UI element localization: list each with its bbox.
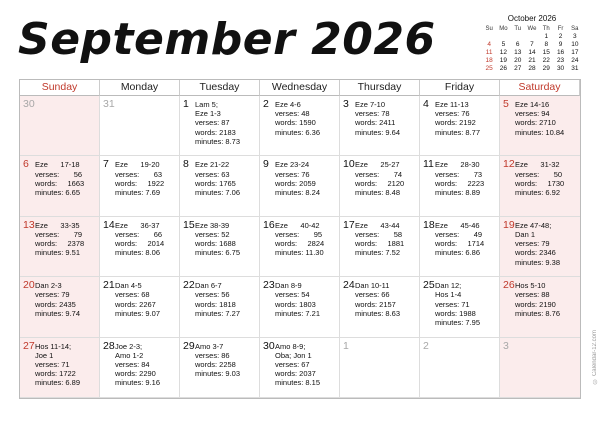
reading-plan-entry: Dan 2-3 verses: 79 words: 2435 minutes: 9.74: [35, 281, 81, 318]
day-number: 14: [103, 218, 115, 231]
mini-weekday-header: Th: [542, 26, 550, 32]
reading-plan-entry: Eze 11-13 verses: 76 words: 2192 minutes: 8.77: [435, 100, 481, 137]
day-cell[interactable]: [500, 156, 580, 216]
day-number: 21: [103, 279, 115, 292]
day-number: 29: [183, 339, 195, 352]
day-number: 15: [183, 218, 195, 231]
weekday-header-friday: Friday: [420, 80, 500, 96]
reading-plan-entry: Joe 2-3; Amo 1-2 verses: 84 words: 2290 minutes: 9.16: [115, 341, 161, 388]
reading-plan-entry: Amo 3-7 verses: 86 words: 2258 minutes: 9.03: [195, 341, 241, 379]
mini-day: 10: [571, 41, 579, 48]
reading-plan-entry: Eze 45-46 verses: 49 words: 1714 minutes: 6.86: [435, 220, 485, 258]
day-number: 5: [503, 98, 509, 110]
reading-plan-entry: Eze 40-42 verses: 95 words: 2824 minutes: 11.30: [275, 220, 325, 258]
day-number: 19: [503, 218, 515, 231]
day-cell[interactable]: [260, 277, 340, 337]
day-cell[interactable]: [420, 338, 500, 398]
mini-day: 9: [558, 41, 563, 48]
day-cell[interactable]: [100, 96, 180, 156]
day-cell[interactable]: [100, 277, 180, 337]
reading-plan-entry: Dan 8-9 verses: 54 words: 1803 minutes: 7.21: [275, 281, 321, 318]
day-cell[interactable]: [500, 217, 580, 277]
day-number: 10: [343, 158, 355, 171]
month-grid: [19, 79, 581, 399]
day-number: 24: [343, 279, 355, 292]
reading-plan-entry: Eze 19-20 verses: 63 words: 1922 minutes: 7.69: [115, 160, 165, 197]
mini-day: 1: [544, 33, 549, 40]
day-cell[interactable]: [340, 156, 420, 216]
day-number: 3: [503, 339, 509, 352]
mini-day: 8: [544, 41, 549, 48]
day-number: 7: [103, 158, 109, 171]
day-cell[interactable]: [100, 338, 180, 398]
mini-day: 3: [573, 33, 577, 40]
day-cell[interactable]: [100, 156, 180, 216]
day-number: 8: [183, 158, 189, 171]
day-number: 17: [343, 218, 355, 231]
reading-plan-entry: Eze 43-44 verses: 58 words: 1881 minutes: 7.52: [355, 220, 405, 258]
day-number: 28: [103, 339, 115, 352]
day-number: 2: [423, 339, 429, 352]
weekday-header-saturday: Saturday: [500, 80, 580, 96]
mini-day: 28: [528, 65, 536, 72]
day-cell[interactable]: [260, 96, 340, 156]
reading-plan-entry: Hos 5-10 verses: 88 words: 2190 minutes: 8.76: [515, 281, 561, 318]
day-number: 11: [423, 158, 434, 171]
mini-weekday-header: Su: [485, 26, 493, 32]
mini-day: 21: [528, 57, 536, 64]
day-number: 9: [263, 158, 269, 171]
day-number: 20: [23, 279, 35, 292]
day-cell[interactable]: [20, 217, 100, 277]
mini-day: 6: [515, 41, 520, 48]
mini-day: [482, 33, 496, 41]
day-number: 1: [183, 98, 189, 110]
day-cell[interactable]: [420, 96, 500, 156]
day-cell[interactable]: [20, 338, 100, 398]
reading-plan-entry: Hos 11-14; Joe 1 verses: 71 words: 1722 minutes: 6.89: [35, 341, 81, 388]
reading-plan-entry: Eze 47-48; Dan 1 verses: 79 words: 2346 minutes: 9.38: [515, 220, 561, 267]
reading-plan-entry: Dan 12; Hos 1-4 verses: 71 words: 1988 minutes: 7.95: [435, 281, 481, 327]
mini-day: [511, 33, 525, 41]
mini-day: 30: [556, 65, 565, 72]
mini-calendar-grid: [482, 25, 582, 73]
day-number: 6: [23, 158, 29, 171]
day-number: 12: [503, 158, 515, 171]
reading-plan-entry: Amo 8-9; Oba; Jon 1 verses: 67 words: 2037 minutes: 8.15: [275, 341, 321, 388]
day-cell[interactable]: [420, 277, 500, 337]
weekday-header-sunday: Sunday: [20, 80, 100, 96]
day-cell[interactable]: [500, 96, 580, 156]
day-number: 26: [503, 279, 515, 292]
mini-day: 4: [487, 41, 491, 48]
mini-day: 18: [485, 57, 493, 64]
credit-text: © Calendar-12.com: [592, 330, 598, 384]
weekday-header-wednesday: Wednesday: [260, 80, 340, 96]
mini-day: 13: [514, 49, 522, 56]
mini-day: 16: [556, 49, 565, 56]
reading-plan-entry: Eze 38-39 verses: 52 words: 1688 minutes: 6.75: [195, 220, 241, 258]
reading-plan-entry: Dan 10-11 verses: 66 words: 2157 minutes: 8.63: [355, 281, 401, 318]
reading-plan-entry: Eze 33-35 verses: 79 words: 2378 minutes: 9.51: [35, 220, 85, 258]
day-number: 4: [423, 98, 429, 110]
mini-day: 5: [501, 41, 506, 48]
day-cell[interactable]: [260, 338, 340, 398]
day-number: 22: [183, 279, 195, 292]
day-cell[interactable]: [180, 338, 260, 398]
day-cell[interactable]: [340, 96, 420, 156]
mini-day: 22: [542, 57, 550, 64]
reading-plan-entry: Dan 4-5 verses: 68 words: 2267 minutes: 9.07: [115, 281, 161, 318]
reading-plan-entry: Eze 36-37 verses: 66 words: 2014 minutes: 8.06: [115, 220, 165, 258]
weekday-header-tuesday: Tuesday: [180, 80, 260, 96]
mini-weekday-header: Tu: [514, 26, 522, 32]
mini-day: 24: [571, 57, 579, 64]
day-number: 23: [263, 279, 275, 292]
reading-plan-entry: Eze 23-24 verses: 76 words: 2059 minutes: 8.24: [275, 160, 321, 197]
day-cell[interactable]: [180, 156, 260, 216]
reading-plan-entry: Eze 28-30 verses: 73 words: 2223 minutes: 8.89: [435, 160, 485, 197]
mini-weekday-header: We: [527, 26, 537, 32]
day-cell[interactable]: [260, 156, 340, 216]
day-cell[interactable]: [340, 277, 420, 337]
day-cell[interactable]: [20, 277, 100, 337]
mini-day: 20: [514, 57, 522, 64]
day-number: 16: [263, 218, 275, 231]
day-cell[interactable]: [420, 156, 500, 216]
mini-weekday-header: Mo: [499, 26, 508, 32]
day-cell[interactable]: [340, 217, 420, 277]
reading-plan-entry: Eze 17-18 verses: 56 words: 1663 minutes: 6.65: [35, 160, 85, 197]
day-number: 3: [343, 98, 349, 110]
mini-day: 11: [485, 49, 493, 56]
day-number: 30: [263, 339, 275, 352]
reading-plan-entry: Lam 5; Eze 1-3 verses: 87 words: 2183 minutes: 8.73: [195, 100, 241, 146]
reading-plan-entry: Eze 31-32 verses: 50 words: 1730 minutes: 6.92: [515, 160, 565, 197]
reading-plan-entry: Dan 6-7 verses: 56 words: 1818 minutes: 7.27: [195, 281, 241, 318]
reading-plan-entry: Eze 25-27 verses: 74 words: 2120 minutes: 8.48: [355, 160, 405, 197]
day-number: 13: [23, 218, 35, 231]
day-number: 25: [423, 279, 435, 292]
mini-day: 23: [556, 57, 565, 64]
day-number: 27: [23, 339, 35, 352]
mini-day: 7: [530, 41, 534, 48]
mini-calendar-title: October 2026: [507, 14, 557, 23]
weekday-header-monday: Monday: [100, 80, 180, 96]
mini-day: 12: [499, 49, 508, 56]
day-number: 2: [263, 98, 269, 110]
mini-day: [496, 33, 510, 41]
mini-day: 29: [542, 65, 550, 72]
day-cell[interactable]: [100, 217, 180, 277]
mini-weekday-header: Fr: [557, 26, 564, 32]
day-cell[interactable]: [20, 156, 100, 216]
mini-day: 14: [528, 49, 536, 56]
mini-day: 27: [514, 65, 522, 72]
page-title: September 2026: [18, 14, 436, 65]
reading-plan-entry: Eze 14-16 verses: 94 words: 2710 minutes: 10.84: [515, 100, 565, 137]
mini-day: 2: [558, 33, 563, 40]
day-cell[interactable]: [180, 277, 260, 337]
mini-day: 17: [571, 49, 579, 56]
day-cell[interactable]: [500, 277, 580, 337]
mini-day: 19: [499, 57, 508, 64]
day-number: 18: [423, 218, 435, 231]
day-cell[interactable]: [260, 217, 340, 277]
mini-day: 25: [485, 65, 493, 72]
mini-day: [525, 33, 539, 41]
day-cell[interactable]: [340, 338, 420, 398]
mini-weekday-header: Sa: [571, 26, 579, 32]
mini-day: 31: [571, 65, 579, 72]
reading-plan-entry: Eze 21-22 verses: 63 words: 1765 minutes: 7.06: [195, 160, 241, 197]
day-cell[interactable]: [420, 217, 500, 277]
day-number: 30: [23, 98, 35, 110]
reading-plan-entry: Eze 4-6 verses: 48 words: 1590 minutes: 6.36: [275, 100, 321, 137]
day-cell[interactable]: [500, 338, 580, 398]
day-cell[interactable]: [20, 96, 100, 156]
weekday-header-thursday: Thursday: [340, 80, 420, 96]
mini-calendar-next-month: [482, 14, 582, 73]
reading-plan-entry: Eze 7-10 verses: 78 words: 2411 minutes: 9.64: [355, 100, 401, 137]
mini-day: 15: [542, 49, 550, 56]
day-cell[interactable]: [180, 217, 260, 277]
day-cell[interactable]: [180, 96, 260, 156]
day-number: 31: [103, 98, 115, 110]
day-number: 1: [343, 339, 349, 352]
mini-day: 26: [499, 65, 508, 72]
